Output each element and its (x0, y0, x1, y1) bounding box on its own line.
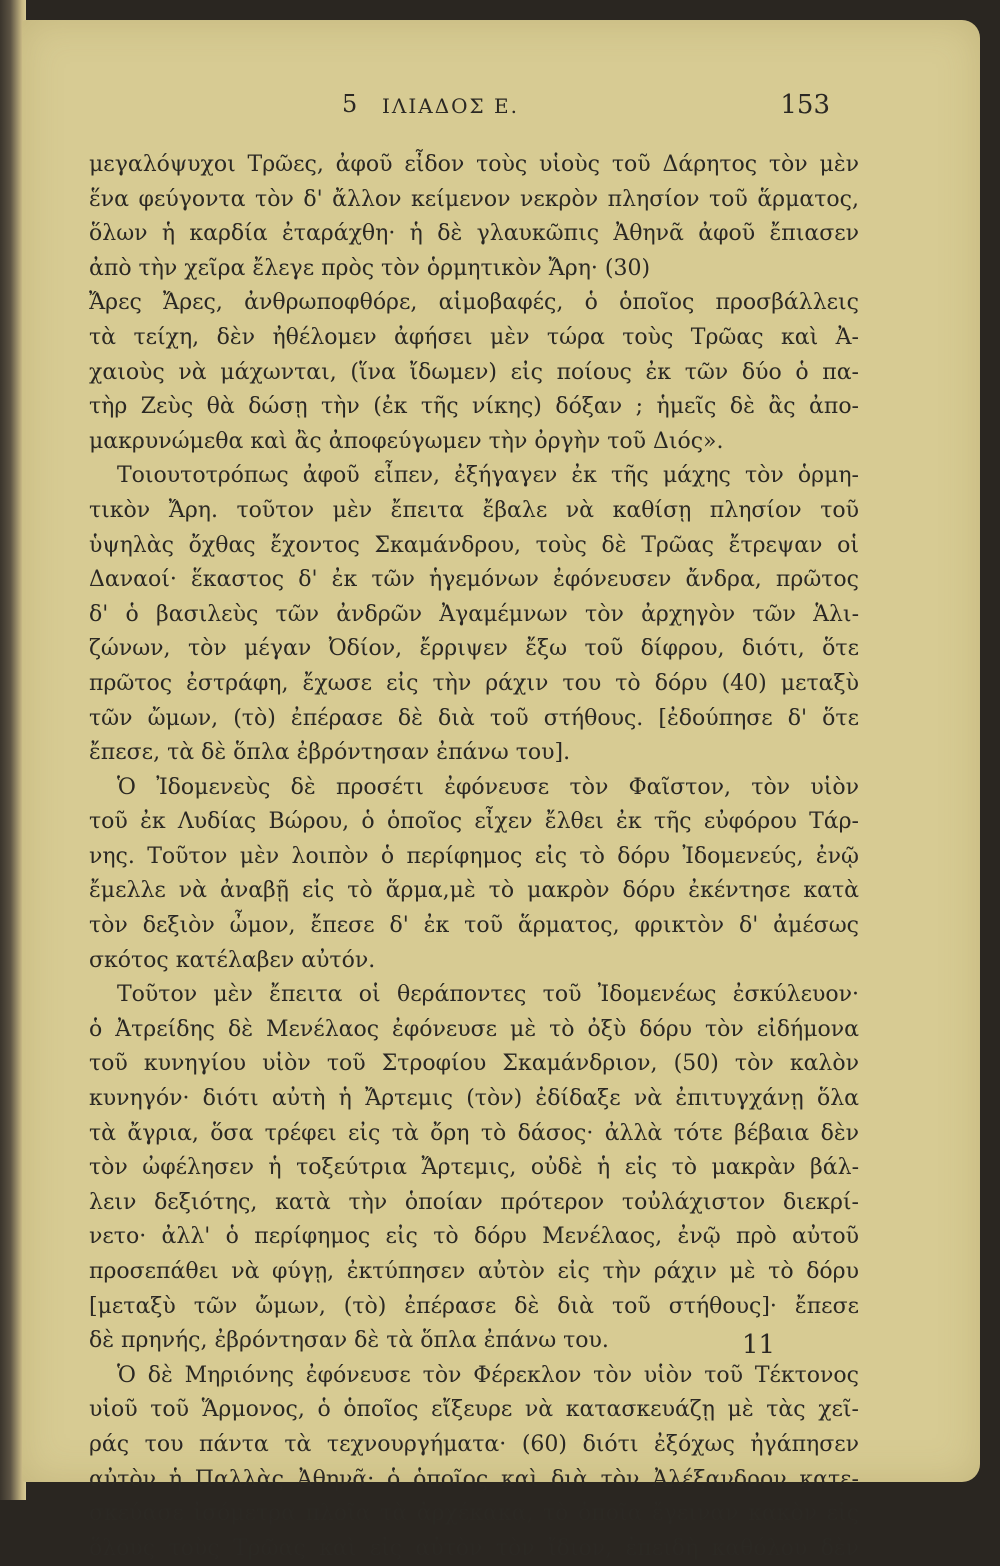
text-line: ἀπὸ τὴν χεῖρα ἔλεγε πρὸς τὸν ὁρμητικὸν Ἄρη· (30) (89, 255, 651, 281)
book-number: 5 (342, 90, 358, 118)
text-line: δὲ πρηνής, ἐβρόντησαν δὲ τὰ ὅπλα ἐπάνω του. (89, 1328, 609, 1354)
text-line: ὅλους τοὺς Τρῶας καὶ εἰς αὐτὸν τὸν ἴδιον, ἐπειδὴ καθόλου δὲν (89, 1535, 859, 1561)
text-line: τικὸν Ἄρη. τοῦτον μὲν ἔπειτα ἔβαλε νὰ καθίσῃ πλησίον τοῦ (89, 497, 859, 523)
text-line: σκότος κατέλαβεν αὐτόν. (89, 947, 376, 973)
text-line: σκεύασε ἰσόμετρα πλοῖα τὰ ἀρχέκακα, τὸ ὁποῖα ἔγειναν κακὸν εἰς (89, 1501, 859, 1527)
text-line: Δαναοί· ἕκαστος δ' ἐκ τῶν ἡγεμόνων ἐφόνευσεν ἄνδρα, πρῶτος (89, 567, 859, 593)
text-line: [μεταξὺ τῶν ὤμων, (τὸ) ἐπέρασε δὲ διὰ τοῦ στήθους]· ἔπεσε (89, 1293, 859, 1319)
text-line: προσεπάθει νὰ φύγῃ, ἐκτύπησεν αὐτὸν εἰς τὴν ράχιν μὲ τὸ δόρυ (89, 1259, 859, 1284)
text-line: ὁ Ἀτρείδης δὲ Μενέλαος ἐφόνευσε μὲ τὸ ὀξὺ δόρυ τὸν εἰδήμονα (89, 1016, 859, 1042)
text-line: Ὁ Ἰδομενεὺς δὲ προσέτι ἐφόνευσε τὸν Φαῖστον, τὸν υἱὸν (117, 774, 859, 800)
text-line: ἔπεσε, τὰ δὲ ὅπλα ἐβρόντησαν ἐπάνω του]. (89, 740, 571, 766)
text-line: Ἄρες Ἄρες, ἀνθρωποφθόρε, αἱμοβαφές, ὁ ὁποῖος προσβάλλεις (89, 290, 859, 316)
text-line: τὸν ὠφέλησεν ἡ τοξεύτρια Ἄρτεμις, οὐδὲ ἡ εἰς τὸ μακρὰν βάλ- (89, 1155, 859, 1181)
text-line: ζώνων, τὸν μέγαν Ὀδίον, ἔρριψεν ἔξω τοῦ δίφρου, διότι, ὅτε (89, 636, 859, 662)
book-title: ΙΛΙΑΔΟΣ Ε. (382, 94, 519, 118)
text-line: υἱοῦ τοῦ Ἅρμονος, ὁ ὁποῖος εἴξευρε νὰ κατασκευάζῃ μὲ τὰς χεῖ- (89, 1397, 859, 1423)
text-line: ράς του πάντα τὰ τεχνουργήματα· (60) διότι ἐξόχως ἠγάπησεν (89, 1431, 859, 1457)
text-line: τοῦ ἐκ Λυδίας Βώρου, ὁ ὁποῖος εἶχεν ἔλθει ἐκ τῆς εὐφόρου Τάρ- (89, 809, 859, 835)
text-line: νης. Τοῦτον μὲν λοιπὸν ὁ περίφημος εἰς τὸ δόρυ Ἰδομενεύς, ἐνῷ (89, 843, 859, 869)
text-line: τὸν δεξιὸν ὦμον, ἔπεσε δ' ἐκ τοῦ ἅρματος, φρικτὸν δ' ἀμέσως (89, 913, 859, 939)
text-line: Τοῦτον μὲν ἔπειτα οἱ θεράποντες τοῦ Ἰδομενέως ἐσκύλευον· (117, 982, 859, 1008)
text-line: ὅλων ἡ καρδία ἐταράχθη· ἡ δὲ γλαυκῶπις Ἀθηνᾶ ἀφοῦ ἔπιασεν (89, 221, 859, 247)
text-line: μακρυνώμεθα καὶ ἂς ἀποφεύγωμεν τὴν ὀργὴν τοῦ Διός». (89, 428, 724, 454)
text-line: λειν δεξιότης, κατὰ τὴν ὁποίαν πρότερον τοὐλάχιστον διεκρί- (89, 1189, 859, 1215)
book-page (22, 20, 980, 1561)
text-line: τοῦ κυνηγίου υἱὸν τοῦ Στροφίου Σκαμάνδριον, (50) τὸν καλὸν (89, 1051, 859, 1077)
text-line: μεγαλόψυχοι Τρῶες, ἀφοῦ εἶδον τοὺς υἱοὺς τοῦ Δάρητος τὸν μὲν (89, 152, 859, 177)
text-line: νετο· ἀλλ' ὁ περίφημος εἰς τὸ δόρυ Μενέλαος, ἐνῷ πρὸ αὐτοῦ (89, 1224, 859, 1250)
signature-mark: 11 (742, 1330, 776, 1360)
text-line: Ὁ δὲ Μηριόνης ἐφόνευσε τὸν Φέρεκλον τὸν υἱὸν τοῦ Τέκτονος (117, 1362, 859, 1388)
text-line: τὴρ Ζεὺς θὰ δώσῃ τὴν (ἐκ τῆς νίκης) δόξαν ; ἡμεῖς δὲ ἂς ἀπο- (89, 394, 859, 420)
text-line: τὰ ἄγρια, ὅσα τρέφει εἰς τὰ ὄρη τὸ δάσος· ἀλλὰ τότε βέβαια δὲν (89, 1120, 859, 1146)
text-line: ἕνα φεύγοντα τὸν δ' ἄλλον κείμενον νεκρὸν πλησίον τοῦ ἅρματος, (89, 186, 859, 212)
page-number: 153 (780, 90, 830, 120)
text-line: τὰ τείχη, δὲν ἠθέλομεν ἀφήσει μὲν τώρα τοὺς Τρῶας καὶ Ἀ- (89, 324, 859, 350)
running-header (22, 90, 980, 130)
text-line: κυνηγόν· διότι αὐτὴ ἡ Ἄρτεμις (τὸν) ἐδίδαξε νὰ ἐπιτυγχάνῃ ὅλα (89, 1086, 859, 1112)
text-line: ἔμελλε νὰ ἀναβῇ εἰς τὸ ἅρμα,μὲ τὸ μακρὸν δόρυ ἐκέντησε κατὰ (89, 878, 859, 904)
text-line: ὑψηλὰς ὄχθας ἔχοντος Σκαμάνδρου, τοὺς δὲ Τρῶας ἔτρεψαν οἱ (89, 532, 859, 558)
text-line: πρῶτος ἐστράφη, ἔχωσε εἰς τὴν ράχιν του τὸ δόρυ (40) μεταξὺ (89, 670, 859, 696)
text-line: χαιοὺς νὰ μάχωνται, (ἵνα ἴδωμεν) εἰς ποίους ἐκ τῶν δύο ὁ πα- (89, 359, 859, 385)
text-line: Τοιουτοτρόπως ἀφοῦ εἶπεν, ἐξήγαγεν ἐκ τῆς μάχης τὸν ὁρμη- (117, 463, 859, 489)
text-line: τῶν ὤμων, (τὸ) ἐπέρασε δὲ διὰ τοῦ στήθους. [ἐδούπησε δ' ὅτε (89, 705, 859, 731)
text-line: δ' ὁ βασιλεὺς τῶν ἀνδρῶν Ἀγαμέμνων τὸν ἀρχηγὸν τῶν Ἁλι- (89, 601, 859, 627)
text-line: αὐτὸν ἡ Παλλὰς Ἀθηνᾶ· ὁ ὁποῖος καὶ διὰ τὸν Ἀλέξανδρον κατε- (89, 1466, 859, 1492)
